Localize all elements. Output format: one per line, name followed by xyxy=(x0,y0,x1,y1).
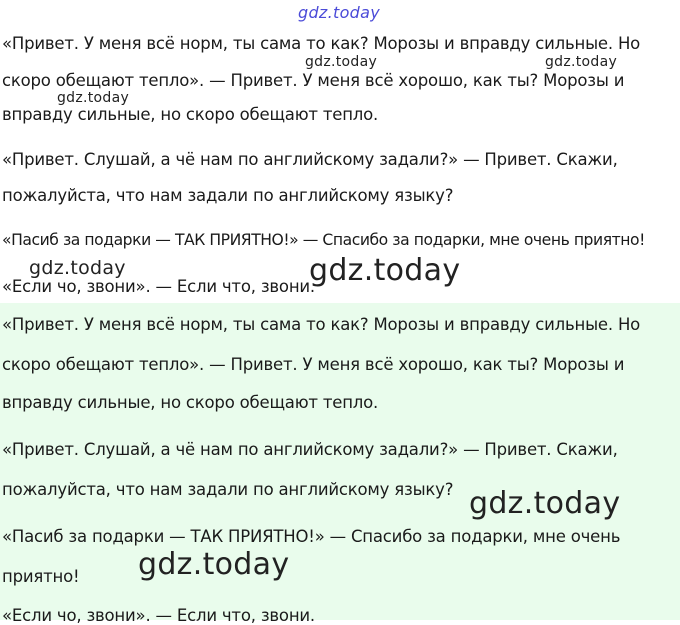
text-line: вправду сильные, но скоро обещают тепло. xyxy=(2,393,379,412)
text-line: пожалуйста, что нам задали по английскому языку? xyxy=(2,480,454,499)
text-line: «Если чо, звони». — Если что, звони. xyxy=(2,277,315,296)
watermark: gdz.today xyxy=(305,54,378,70)
watermark: gdz.today xyxy=(469,486,621,521)
text-line: «Привет. Слушай, а чё нам по английскому задали?» — Привет. Скажи, xyxy=(2,150,618,169)
answer-block-background xyxy=(0,303,680,620)
text-line: «Если чо, звони». — Если что, звони. xyxy=(2,606,315,625)
text-line: «Привет. Слушай, а чё нам по английскому задали?» — Привет. Скажи, xyxy=(2,440,618,459)
text-line: «Пасиб за подарки — ТАК ПРИЯТНО!» — Спасибо за подарки, мне очень xyxy=(2,527,621,546)
watermark: gdz.today xyxy=(57,90,130,106)
watermark: gdz.today xyxy=(29,257,126,279)
text-line: вправду сильные, но скоро обещают тепло. xyxy=(2,105,379,124)
text-line: скоро обещают тепло». — Привет. У меня всё хорошо, как ты? Морозы и xyxy=(2,355,625,374)
text-line: пожалуйста, что нам задали по английскому языку? xyxy=(2,186,454,205)
text-line: «Привет. У меня всё норм, ты сама то как? Морозы и вправду сильные. Но xyxy=(2,34,641,53)
watermark: gdz.today xyxy=(545,54,618,70)
watermark-top: gdz.today xyxy=(298,3,380,22)
text-line: скоро обещают тепло». — Привет. У меня всё хорошо, как ты? Морозы и xyxy=(2,71,625,90)
watermark: gdz.today xyxy=(309,253,461,288)
text-line: «Привет. У меня всё норм, ты сама то как? Морозы и вправду сильные. Но xyxy=(2,315,641,334)
watermark: gdz.today xyxy=(138,547,290,582)
text-line: приятно! xyxy=(2,567,80,586)
text-line: «Пасиб за подарки — ТАК ПРИЯТНО!» — Спасибо за подарки, мне очень приятно! xyxy=(2,231,645,249)
